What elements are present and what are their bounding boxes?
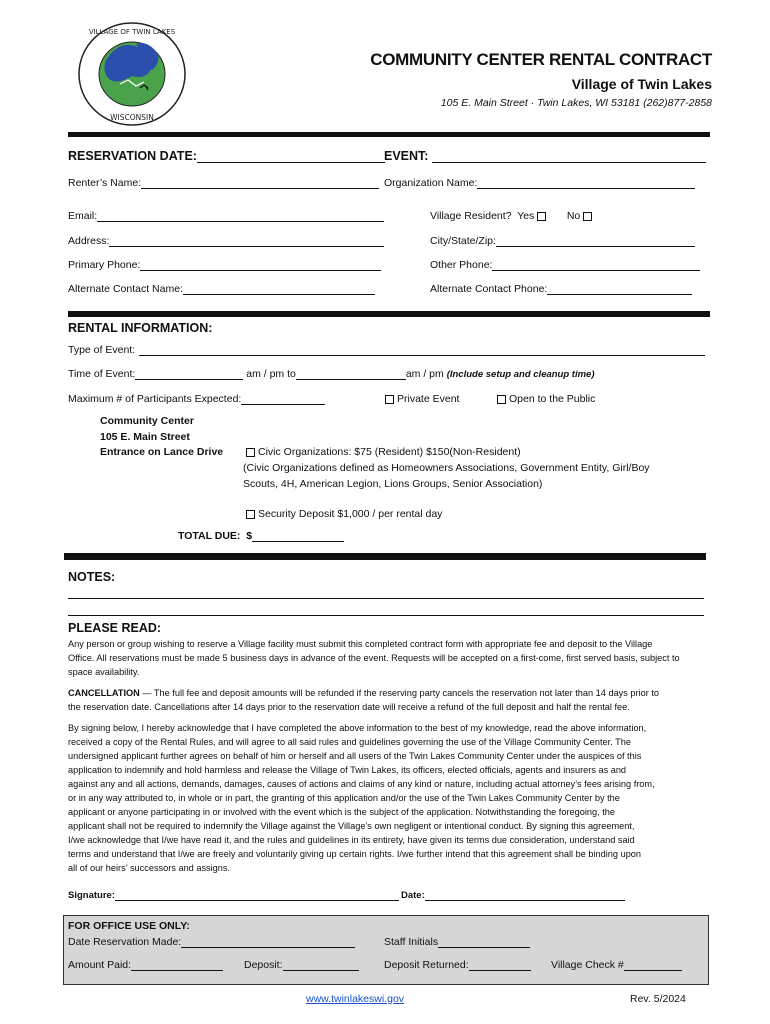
event-type-field[interactable]: Type of Event: bbox=[68, 344, 705, 356]
facility-address: 105 E. Main Street bbox=[100, 430, 190, 443]
website-link[interactable]: www.twinlakeswi.gov bbox=[306, 993, 405, 1005]
participants-field[interactable]: Maximum # of Participants Expected: bbox=[68, 393, 325, 405]
facility-block bbox=[100, 414, 223, 461]
email-field[interactable]: Email: bbox=[68, 210, 384, 222]
deposit-field[interactable]: Deposit: bbox=[244, 959, 359, 971]
public-event-checkbox[interactable] bbox=[497, 395, 506, 404]
staff-initials-field[interactable]: Staff Initials bbox=[384, 936, 530, 948]
primary-phone-field[interactable]: Primary Phone: bbox=[68, 259, 381, 271]
cancellation-paragraph: CANCELLATION — The full fee and deposit amounts will be refunded if the reserving party cancels the reservation not later than 14 days prior to the reservation date. Cancellations after 14 days prior to the reservation date will receive a refund of the full deposit and half the rental fee. bbox=[68, 688, 660, 712]
revision-label: Rev. 5/2024 bbox=[630, 993, 686, 1005]
reservation-policy-paragraph: Any person or group wishing to reserve a Village facility must submit this completed contract form with appropriate fee and deposit to the Village Office. All reservations must be made 5 business days in advance of the event. Requests will be accepted on a first-come, first served basis, subject to space availability. bbox=[68, 639, 680, 677]
security-deposit-option[interactable]: Security Deposit $1,000 / per rental day bbox=[243, 508, 442, 520]
other-phone-field[interactable]: Other Phone: bbox=[430, 259, 700, 271]
village-seal-logo bbox=[76, 20, 188, 128]
organization-name-field[interactable]: Organization Name: bbox=[384, 177, 695, 189]
event-field[interactable]: EVENT: bbox=[384, 149, 706, 163]
resident-no-checkbox[interactable] bbox=[583, 212, 592, 221]
svg-text:WISCONSIN: WISCONSIN bbox=[110, 113, 154, 122]
notes-line-2[interactable] bbox=[68, 615, 704, 616]
please-read-heading: PLEASE READ: bbox=[68, 621, 162, 635]
indemnification-paragraph: By signing below, I hereby acknowledge that I have completed the above information to the best of my knowledge, read the above information, received a copy of the Rental Rules, and will agree to all said rules and guidelines governing the use of the Village Community Center. The undersigned applicant further agrees on behalf of him or herself and all users of the Twin Lakes Community Center under the auspices of this application to indemnify and hold harmless and release the Village of Twin Lakes, its officers, elected officials, agents and insurers as and against any and all actions, demands, damages, causes of actions and claims of any kind or nature, including actual attorney’s fees arising from, or in any way attributed to, in whole or in part, the granting of this application and/or the use of the Twin Lakes Community Center by the applicant or anyone participating in or involved with the event which is the subject of the application. Notwithstanding the foregoing, the applicant shall not be required to indemnify the Village against the Village’s own negligent or intentional conduct. By signing this agreement, I/we acknowledge that I/we have read it, and the rules and guidelines in its entirety, have given its terms due consideration, understand said terms and understand that I/we are freely and voluntarily giving up certain rights. I/we further intend that this agreement shall be binding upon all of our heirs’ successors and assigns. bbox=[68, 723, 655, 873]
rental-divider bbox=[64, 553, 706, 560]
address-field[interactable]: Address: bbox=[68, 235, 384, 247]
header-divider bbox=[68, 132, 710, 137]
rental-info-heading: RENTAL INFORMATION: bbox=[68, 321, 213, 335]
total-due-field[interactable]: TOTAL DUE: $ bbox=[178, 530, 344, 542]
alternate-contact-phone-field[interactable]: Alternate Contact Phone: bbox=[430, 283, 692, 295]
renter-name-field[interactable]: Renter’s Name: bbox=[68, 177, 379, 189]
amount-paid-field[interactable]: Amount Paid: bbox=[68, 959, 223, 971]
civic-organization-checkbox[interactable] bbox=[246, 448, 255, 457]
notes-line-1[interactable] bbox=[68, 598, 704, 599]
village-check-field[interactable]: Village Check # bbox=[551, 959, 682, 971]
resident-yes-checkbox[interactable] bbox=[537, 212, 546, 221]
city-state-zip-field[interactable]: City/State/Zip: bbox=[430, 235, 695, 247]
signature-date-field[interactable]: Date: bbox=[401, 889, 625, 901]
date-reservation-made-field[interactable]: Date Reservation Made: bbox=[68, 936, 355, 948]
private-event-option[interactable]: Private Event bbox=[382, 393, 459, 405]
office-use-heading: FOR OFFICE USE ONLY: bbox=[68, 920, 190, 932]
reservation-date-field[interactable]: RESERVATION DATE: bbox=[68, 149, 385, 163]
page-title: COMMUNITY CENTER RENTAL CONTRACT bbox=[370, 50, 712, 69]
page-subtitle: Village of Twin Lakes bbox=[571, 76, 712, 92]
deposit-returned-field[interactable]: Deposit Returned: bbox=[384, 959, 531, 971]
header-address: 105 E. Main Street · Twin Lakes, WI 53181 (262)877-2858 bbox=[440, 97, 712, 109]
civic-organization-option[interactable]: Civic Organizations: $75 (Resident) $150(Non-Resident) (Civic Organizations defined as Homeowners Associations, Government Entity, Girl/Boy Scouts, 4H, American Legion, Lions Groups, Senior Association) bbox=[243, 446, 650, 490]
svg-text:VILLAGE OF TWIN LAKES: VILLAGE OF TWIN LAKES bbox=[88, 28, 176, 36]
private-event-checkbox[interactable] bbox=[385, 395, 394, 404]
signature-field[interactable]: Signature: bbox=[68, 889, 399, 901]
security-deposit-checkbox[interactable] bbox=[246, 510, 255, 519]
facility-name: Community Center bbox=[100, 415, 194, 427]
notes-heading: NOTES: bbox=[68, 570, 116, 584]
village-resident-question: Village Resident? Yes No bbox=[430, 210, 595, 222]
facility-entrance: Entrance on Lance Drive bbox=[100, 446, 224, 458]
alternate-contact-name-field[interactable]: Alternate Contact Name: bbox=[68, 283, 375, 295]
setup-note: (Include setup and cleanup time) bbox=[446, 369, 595, 380]
event-time-field[interactable]: Time of Event: am / pm to am / pm (Include setup and cleanup time) bbox=[68, 368, 595, 380]
public-event-option[interactable]: Open to the Public bbox=[494, 393, 595, 405]
section-divider bbox=[68, 311, 710, 317]
